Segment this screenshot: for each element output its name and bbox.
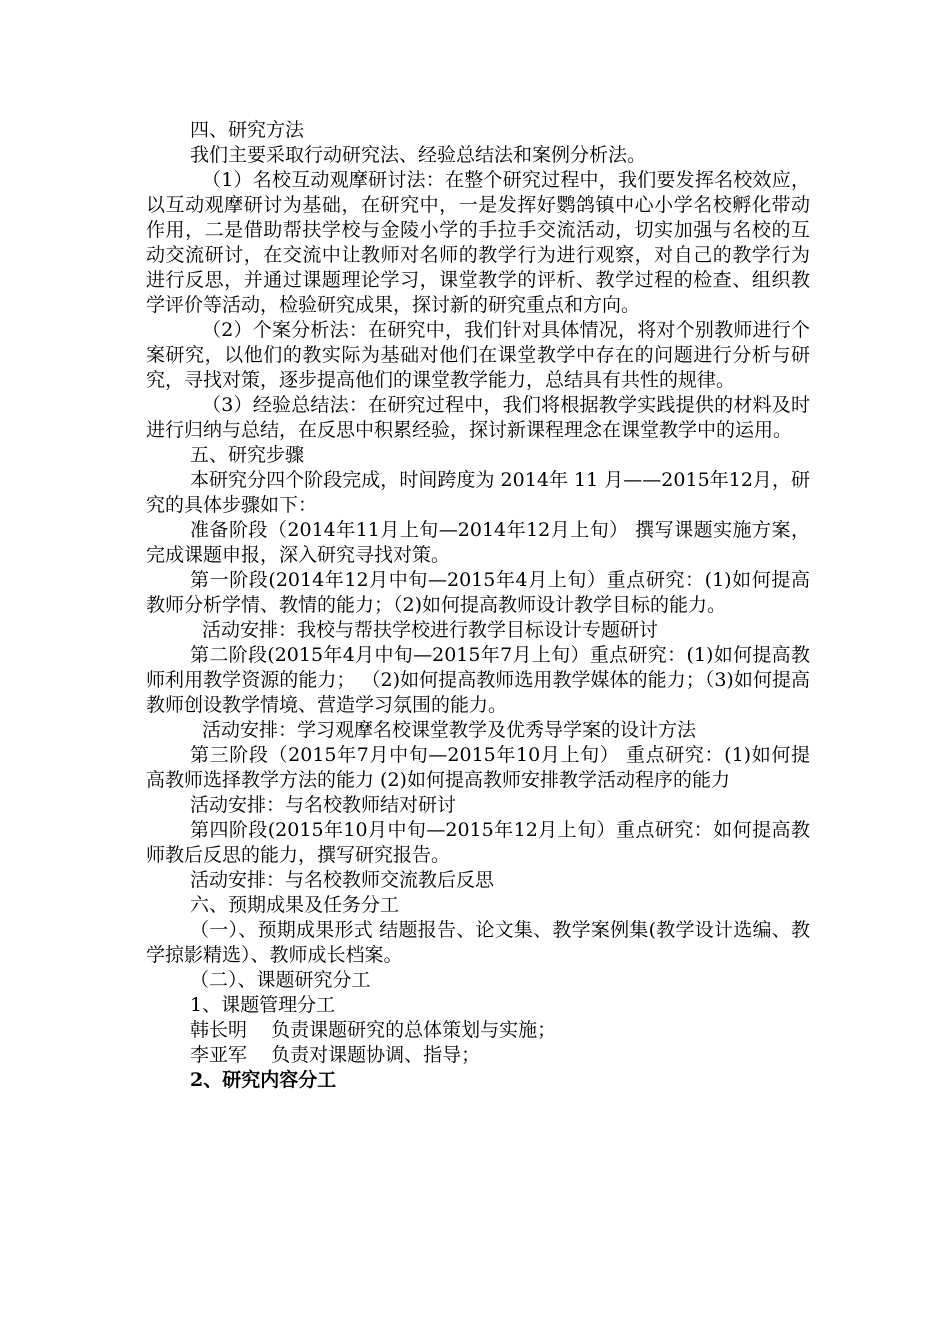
stage-1-activity: 活动安排：我校与帮扶学校进行教学目标设计专题研讨	[202, 619, 659, 641]
prep-stage-paragraph: 准备阶段（2014年11月上旬—2014年12月上旬） 撰写课题实施方案，完成课题申报，深入研究寻找对策。	[146, 519, 810, 566]
stage-4-activity: 活动安排：与名校教师交流教后反思	[190, 869, 495, 891]
method-2-paragraph: （2）个案分析法：在研究中，我们针对具体情况，将对个别教师进行个案研究，以他们的教实际为基础对他们在课堂教学中存在的问题进行分析与研究，寻找对策，逐步提高他们的课堂教学能力，总结具有共性的规律。	[146, 319, 810, 391]
stage-2-activity: 活动安排：学习观摩名校课堂教学及优秀导学案的设计方法	[202, 719, 697, 741]
method-3-paragraph: （3）经验总结法：在研究过程中，我们将根据教学实践提供的材料及时进行归纳与总结，在反思中积累经验，探讨新课程理念在课堂教学中的运用。	[146, 394, 810, 441]
section-6-heading: 六、预期成果及任务分工	[190, 894, 400, 916]
section-5-heading: 五、研究步骤	[190, 444, 305, 466]
person-1-line: 韩长明 负责课题研究的总体策划与实施；	[190, 1019, 557, 1041]
document-page	[146, 118, 810, 1093]
person-2-line: 李亚军 负责对课题协调、指导；	[190, 1044, 481, 1066]
section-4-intro: 我们主要采取行动研究法、经验总结法和案例分析法。	[190, 144, 647, 166]
expected-results-paragraph: （一）、预期成果形式 结题报告、论文集、教学案例集(教学设计选编、教学掠影精选）、教师成长档案。	[146, 919, 810, 966]
section-5-intro: 本研究分四个阶段完成，时间跨度为 2014年 11 月——2015年12月，研究的具体步骤如下：	[146, 469, 810, 516]
section-4-heading: 四、研究方法	[190, 119, 305, 141]
stage-3-paragraph: 第三阶段（2015年7月中旬—2015年10月上旬） 重点研究：(1)如何提高教师选择教学方法的能力 (2)如何提高教师安排教学活动程序的能力	[146, 744, 810, 791]
content-division-heading: 2、研究内容分工	[190, 1069, 337, 1091]
stage-1-paragraph: 第一阶段(2014年12月中旬—2015年4月上旬）重点研究：(1)如何提高教师分析学情、教情的能力；（2)如何提高教师设计教学目标的能力。	[146, 569, 810, 616]
task-division-heading: （二）、课题研究分工	[190, 969, 371, 991]
management-division-heading: 1、课题管理分工	[190, 994, 336, 1016]
stage-2-paragraph: 第二阶段(2015年4月中旬—2015年7月上旬）重点研究：(1)如何提高教师利用教学资源的能力； （2)如何提高教师选用教学媒体的能力；（3)如何提高教师创设教学情境、营造学习氛围的能力。	[146, 644, 810, 716]
stage-4-paragraph: 第四阶段(2015年10月中旬—2015年12月上旬）重点研究：如何提高教师教后反思的能力，撰写研究报告。	[146, 819, 810, 866]
stage-3-activity: 活动安排：与名校教师结对研讨	[190, 794, 457, 816]
method-1-paragraph: （1）名校互动观摩研讨法：在整个研究过程中，我们要发挥名校效应，以互动观摩研讨为基础，在研究中，一是发挥好鹦鸽镇中心小学名校孵化带动作用，二是借助帮扶学校与金陵小学的手拉手交流活动，切实加强与名校的互动交流研讨，在交流中让教师对名师的教学行为进行观察，对自己的教学行为进行反思，并通过课题理论学习，课堂教学的评析、教学过程的检查、组织教学评价等活动，检验研究成果，探讨新的研究重点和方向。	[146, 169, 810, 316]
